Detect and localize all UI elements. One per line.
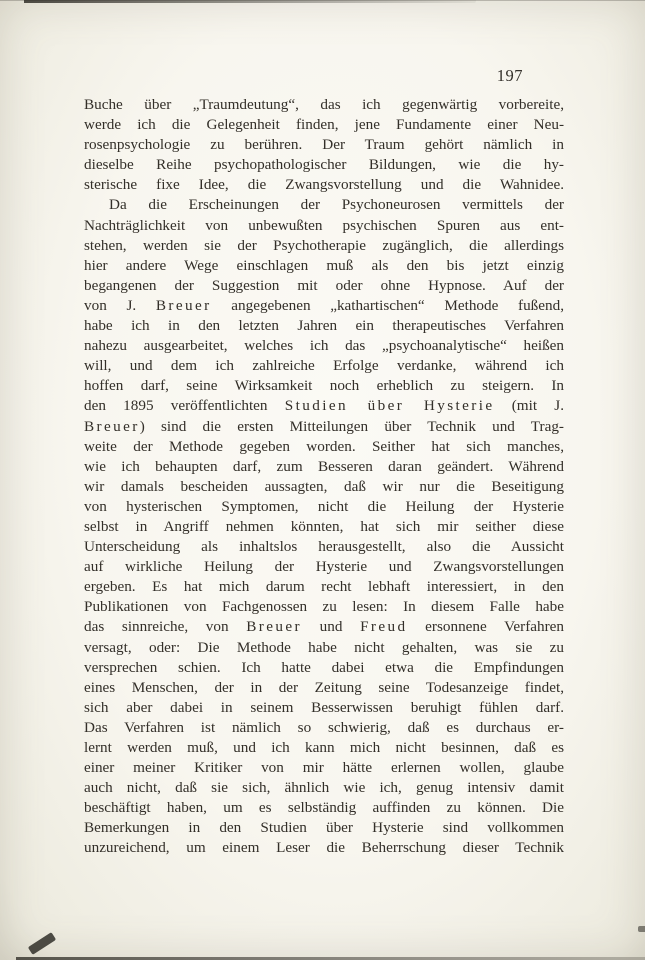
text-line — [84, 316, 564, 336]
text-line — [84, 537, 564, 557]
text-segment: hier andere Wege einschlagen muß als den bis jetzt einzig — [84, 256, 564, 274]
text-line — [84, 336, 564, 356]
text-segment: sich aber dabei in seinem Besserwissen beruhigt fühlen darf. — [84, 698, 564, 716]
text-line — [84, 155, 564, 175]
text-segment: auch nicht, daß sie sich, ähnlich wie ich, genug intensiv damit — [84, 779, 564, 797]
text-line — [84, 658, 564, 678]
text-segment: und — [301, 618, 361, 636]
text-segment: ersonnene Verfahren — [407, 618, 564, 636]
text-segment: eines Menschen, der in der Zeitung seine Todesanzeige findet, — [84, 678, 564, 696]
text-segment: ergeben. Es hat mich darum recht lebhaft interessiert, in den — [84, 578, 564, 596]
text-line — [84, 638, 564, 658]
text-block — [84, 95, 564, 859]
text-segment: Publikationen von Fachgenossen zu lesen: In diesem Falle habe — [84, 598, 564, 616]
text-line — [84, 256, 564, 276]
text-line — [84, 698, 564, 718]
letterspaced-name: Breuer — [155, 296, 212, 314]
text-segment: von J. — [84, 296, 156, 314]
text-line — [84, 577, 564, 597]
letterspaced-name: Breuer — [84, 417, 140, 435]
text-line — [84, 457, 564, 477]
text-line — [84, 437, 564, 457]
text-segment: hoffen darf, seine Wirksamkeit noch erheblich zu steigern. In — [84, 377, 564, 395]
text-segment: das sinnreiche, von — [84, 618, 247, 636]
text-segment: stehen, werden sie der Psychotherapie zugänglich, die allerdings — [84, 236, 564, 254]
text-segment: Unterscheidung als inhaltslos herausgestellt, also die Aussicht — [84, 538, 564, 556]
text-line — [84, 417, 564, 437]
text-segment: sterische fixe Idee, die Zwangsvorstellung und die Wahnidee. — [84, 176, 564, 194]
text-line — [84, 356, 564, 376]
page-number: 197 — [496, 66, 523, 85]
text-segment: versprechen schien. Ich hatte dabei etwa die Empfindungen — [84, 658, 564, 676]
text-line — [84, 115, 564, 135]
text-line — [84, 276, 564, 296]
scan-artifact-corner-right — [638, 926, 645, 932]
text-line — [84, 477, 564, 497]
text-segment: selbst in Angriff nehmen könnten, hat sich mir seither diese — [84, 517, 564, 535]
text-segment: nahezu ausgearbeitet, welches ich das „psychoanalytische“ heißen — [84, 337, 564, 355]
text-line — [84, 175, 564, 195]
text-segment: angegebenen „kathartischen“ Methode fußend, — [211, 296, 564, 314]
text-line — [84, 798, 564, 818]
text-segment: Bemerkungen in den Studien über Hysterie sind vollkommen — [84, 819, 564, 837]
text-line — [84, 617, 564, 637]
text-segment: (mit J. — [494, 397, 564, 415]
text-line — [84, 818, 564, 838]
text-segment: Da die Erscheinungen der Psychoneurosen vermittels der — [109, 196, 564, 214]
text-line — [84, 778, 564, 798]
text-line — [84, 517, 564, 537]
text-line — [84, 95, 564, 115]
text-segment: unzureichend, um einem Leser die Beherrschung dieser Technik — [84, 839, 564, 857]
text-line — [84, 838, 564, 858]
text-line — [84, 678, 564, 698]
text-line — [84, 597, 564, 617]
text-segment: dieselbe Reihe psychopathologischer Bildungen, wie die hy- — [84, 156, 564, 174]
text-line — [84, 758, 564, 778]
text-line — [84, 396, 564, 416]
text-line — [84, 195, 564, 215]
text-line — [84, 497, 564, 517]
text-segment: Nachträglichkeit von unbewußten psychischen Spuren aus ent- — [84, 216, 564, 234]
text-segment: wie ich behaupten darf, zum Besseren daran geändert. Während — [84, 457, 564, 475]
text-line — [84, 216, 564, 236]
text-segment: Das Verfahren ist nämlich so schwierig, daß es durchaus er- — [84, 718, 564, 736]
text-segment: auf wirkliche Heilung der Hysterie und Zwangsvorstellungen — [84, 558, 564, 576]
text-segment: versagt, oder: Die Methode habe nicht gehalten, was sie zu — [84, 638, 564, 656]
text-segment: will, und dem ich zahlreiche Erfolge verdanke, während ich — [84, 357, 564, 375]
text-line — [84, 557, 564, 577]
text-line — [84, 296, 564, 316]
text-segment: einer meiner Kritiker von mir hätte erlernen wollen, glaube — [84, 759, 564, 777]
text-segment: den 1895 veröffentlichten — [84, 397, 285, 415]
scan-artifact-top — [24, 0, 476, 3]
letterspaced-name: Studien über Hysterie — [284, 397, 495, 415]
text-segment: ) sind die ersten Mitteilungen über Technik und Trag- — [139, 417, 564, 435]
text-segment: Buche über „Traumdeutung“, das ich gegenwärtig vorbereite, — [84, 96, 564, 113]
text-segment: beschäftigt haben, um es selbständig auffinden zu können. Die — [84, 799, 564, 817]
text-line — [84, 718, 564, 738]
letterspaced-name: Freud — [360, 618, 408, 636]
text-segment: wir damals bescheiden aussagten, daß wir nur die Beseitigung — [84, 477, 564, 495]
text-segment: begangenen der Suggestion mit oder ohne Hypnose. Auf der — [84, 276, 564, 294]
text-segment: rosenpsychologie zu berühren. Der Traum gehört nämlich in — [84, 136, 564, 154]
text-line — [84, 738, 564, 758]
letterspaced-name: Breuer — [246, 618, 302, 636]
text-segment: werde ich die Gelegenheit finden, jene Fundamente einer Neu- — [84, 116, 564, 134]
text-segment: von hysterischen Symptomen, nicht die Heilung der Hysterie — [84, 497, 564, 515]
text-line — [84, 135, 564, 155]
text-line — [84, 376, 564, 396]
scan-artifact-corner-left — [28, 932, 56, 955]
text-line — [84, 236, 564, 256]
text-segment: habe ich in den letzten Jahren ein therapeutisches Verfahren — [84, 317, 564, 335]
text-segment: weite der Methode gegeben worden. Seither hat sich manches, — [84, 437, 564, 455]
text-segment: lernt werden muß, und ich kann mich nicht besinnen, daß es — [84, 739, 564, 756]
